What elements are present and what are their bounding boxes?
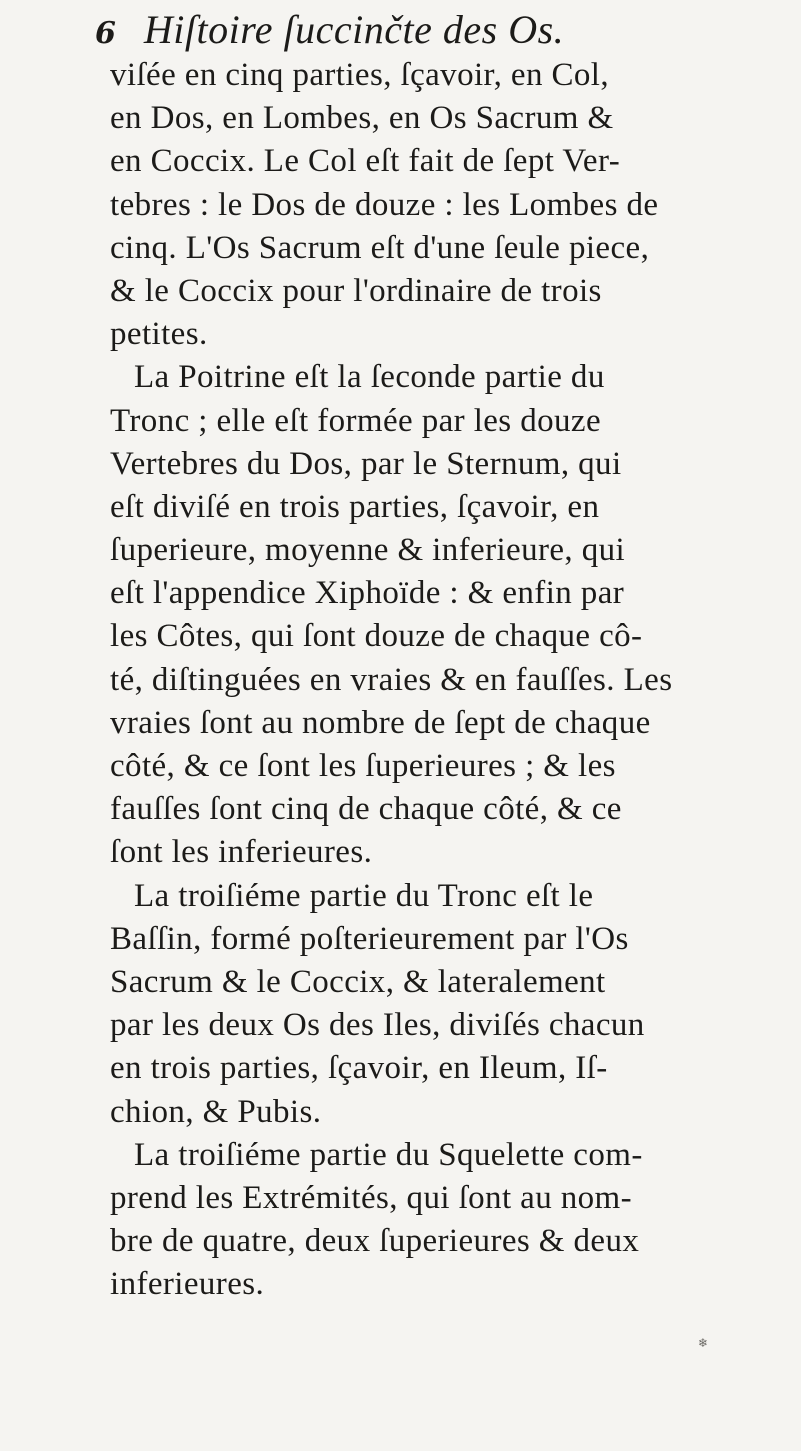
text-line: par les deux Os des Iles, diviſés chacun xyxy=(110,1007,645,1044)
running-title: Hiſtoire ſuccinčte des Os. xyxy=(143,7,565,52)
text-line: & le Coccix pour l'ordinaire de trois xyxy=(110,272,602,309)
page-header xyxy=(95,6,564,54)
text-line: fauſſes ſont cinq de chaque côté, & ce xyxy=(110,791,622,828)
text-line: Sacrum & le Coccix, & lateralement xyxy=(110,963,606,1000)
page-number: 6 xyxy=(95,16,116,51)
text-line: prend les Extrémités, qui ſont au nom- xyxy=(110,1179,633,1216)
text-line: Baſſin, formé poſterieurement par l'Os xyxy=(110,920,629,957)
paragraph-start-line: La troiſiéme partie du Tronc eſt le xyxy=(134,877,594,914)
text-line: Vertebres du Dos, par le Sternum, qui xyxy=(110,445,622,482)
text-line: petites. xyxy=(110,316,208,353)
text-line: en Coccix. Le Col eſt fait de ſept Ver- xyxy=(110,143,621,180)
text-line: en Dos, en Lombes, en Os Sacrum & xyxy=(110,100,614,137)
text-line: viſée en cinq parties, ſçavoir, en Col, xyxy=(110,57,610,93)
text-line: té, diſtinguées en vraies & en fauſſes. Les xyxy=(110,661,673,698)
text-line: Tronc ; elle eſt formée par les douze xyxy=(110,402,601,439)
text-line: eſt diviſé en trois parties, ſçavoir, en xyxy=(110,488,600,525)
ink-speck: ❄ xyxy=(698,1336,709,1350)
paragraph-start-line: La Poitrine eſt la ſeconde partie du xyxy=(134,359,605,396)
text-line: inferieures. xyxy=(110,1266,265,1303)
text-line: cinq. L'Os Sacrum eſt d'une ſeule piece, xyxy=(110,229,650,266)
text-line: bre de quatre, deux ſuperieures & deux xyxy=(110,1223,640,1260)
body-text xyxy=(110,54,760,1306)
text-line: les Côtes, qui ſont douze de chaque cô- xyxy=(110,618,643,655)
text-line: côté, & ce ſont les ſuperieures ; & les xyxy=(110,748,616,784)
text-line: eſt l'appendice Xiphoïde : & enfin par xyxy=(110,575,625,612)
text-line: ſont les inferieures. xyxy=(110,834,373,871)
text-line: ſuperieure, moyenne & inferieure, qui xyxy=(110,532,626,569)
text-line: en trois parties, ſçavoir, en Ileum, Iſ- xyxy=(110,1050,608,1087)
text-line: vraies ſont au nombre de ſept de chaque xyxy=(110,704,651,741)
text-line: tebres : le Dos de douze : les Lombes de xyxy=(110,186,659,223)
text-line: chion, & Pubis. xyxy=(110,1093,322,1130)
paragraph-start-line: La troiſiéme partie du Squelette com- xyxy=(134,1136,643,1173)
